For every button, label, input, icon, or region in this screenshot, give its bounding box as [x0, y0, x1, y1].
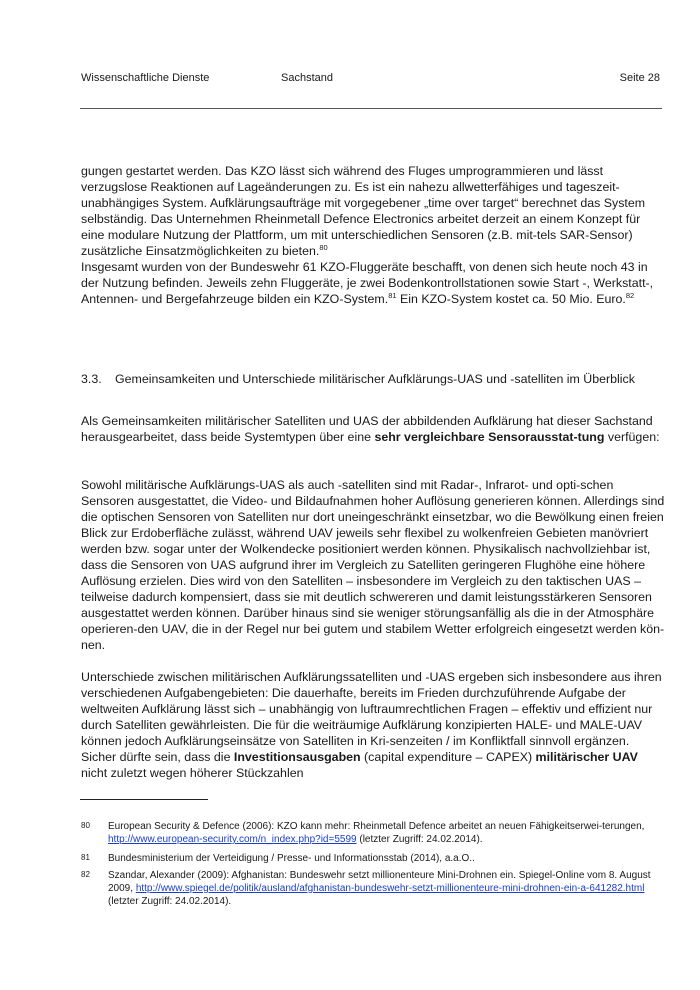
paragraph-kzo-procurement [81, 259, 666, 307]
header-divider [80, 108, 662, 109]
paragraph-text: gungen gestartet werden. Das KZO lässt sich während des Fluges umprogrammieren und lässt verzugslose Reaktionen auf Lageänderungen zu. Es ist ein nahezu allwetterfähiges und tageszeit-unabhängiges System. Aufklärungsaufträge mit vorgegebener „time over target“ berechnet das System selbständig. Das Unternehmen Rheinmetall Defence Electronics arbeitet derzeit an einem Konzept für eine modulare Nutzung der Plattform, um mit unterschiedlichen Sensoren (z.B. mit-tels SAR-Sensor) zusätzliche Einsatzmöglichkeiten zu bieten. [81, 164, 646, 258]
footnote-ref[interactable]: 81 [388, 290, 397, 300]
paragraph-text: Ein KZO-System kostet ca. 50 Mio. Euro. [396, 292, 626, 306]
footnote-number: 80 [81, 821, 90, 830]
footnote-text: Bundesministerium der Verteidigung / Presse- und Informationsstab (2014), a.a.O.. [108, 853, 475, 864]
footnote-81 [81, 852, 666, 865]
paragraph-differences [81, 669, 666, 781]
footnote-82 [81, 869, 666, 908]
footnote-text: (letzter Zugriff: 24.02.2014). [356, 834, 483, 845]
footnote-link[interactable]: http://www.spiegel.de/politik/ausland/afghanistan-bundeswehr-setzt-millionenteure-mini-drohnen-ein-a-641282.html [135, 883, 645, 894]
paragraph-commonalities [81, 413, 666, 445]
section-number: 3.3. [81, 372, 102, 386]
footnote-text: European Security & Defence (2006): KZO kann mehr: Rheinmetall Defence arbeitet an neuen Fähigkeitserwei-terungen, [108, 821, 645, 832]
paragraph-text: Insgesamt wurden von der Bundeswehr 61 KZO-Fluggeräte beschafft, von denen sich heute noch 43 in der Nutzung befinden. Jeweils zehn Fluggeräte, je zwei Bodenkontrollstationen sowie Start -, Werkstatt-, Antennen- und Bergefahrzeuge bilden ein KZO-System. [81, 260, 654, 306]
paragraph-text: Unterschiede zwischen militärischen Aufklärungssatelliten und -UAS ergeben sich insbesondere aus ihren verschiedenen Aufgabengebieten: Die dauerhafte, bereits im Frieden durchzuführende Aufgabe der weltweiten Aufklärung lässt sich – unabhängig von luftraumrechtlichen Fragen – effektiv und effizient nur durch Satelliten gewährleisten. Die für die weiträumige Aufklärung konzipierten HALE- und MALE-UAV können jedoch Aufklärungseinsätze von Satelliten in Kri-senzeiten / im Konfliktfall sinnvoll ergänzen. Sicher dürfte sein, dass die [81, 670, 662, 764]
footnote-80 [81, 820, 666, 846]
paragraph-kzo-features [81, 163, 666, 259]
footnote-text: Szandar, Alexander (2009): Afghanistan: Bundeswehr setzt millionenteure Mini-Drohnen ein. Spiegel-Online vom 8. August 2009, [108, 870, 651, 894]
header-institution: Wissenschaftliche Dienste [81, 72, 210, 84]
footnote-number: 81 [81, 853, 90, 862]
header-doc-type: Sachstand [281, 72, 333, 84]
paragraph-text: Sowohl militärische Aufklärungs-UAS als auch -satelliten sind mit Radar-, Infrarot- und opti-schen Sensoren ausgestattet, die Video- und Bildaufnahmen hoher Auflösung generieren können. Allerdings sind die optischen Sensoren von Satelliten nur dort uneingeschränkt einsetzbar, wo die Bewölkung einen freien Blick zur Erdoberfläche zulässt, während UAV jeweils sehr flexibel zu wolkenfreien Gebieten manövriert werden bzw. sogar unter der Wolkendecke positioniert werden können. Physikalisch nachvollziehbar ist, dass die Sensoren von UAS aufgrund ihrer im Vergleich zu Satelliten geringeren Flughöhe eine höhere Auflösung erzielen. Dies wird von den Satelliten – insbesondere im Vergleich zu den taktischen UAS – teilweise dadurch kompensiert, dass sie mit deutlich schwereren und damit leistungsstärkeren Sensoren ausgestattet werden können. Darüber hinaus sind sie weniger störungsanfällig als die in der Atmosphäre operieren-den UAV, die in der Regel nur bei gutem und stabilem Wetter erfolgreich eingesetzt werden kön-nen. [81, 478, 665, 652]
header-page-number: Seite 28 [619, 72, 660, 84]
footnote-ref[interactable]: 80 [319, 242, 328, 252]
paragraph-text: nicht zuletzt wegen höherer Stückzahlen [81, 766, 304, 780]
footnote-text: (letzter Zugriff: 24.02.2014). [108, 896, 232, 907]
footnote-number: 82 [81, 870, 90, 879]
emphasis-text: militärischer UAV [535, 750, 638, 764]
section-title: Gemeinsamkeiten und Unterschiede militärischer Aufklärungs-UAS und -satelliten im Überblick [115, 372, 635, 386]
footnote-divider [80, 799, 208, 800]
paragraph-text: Als Gemeinsamkeiten militärischer Satelliten und UAS der abbildenden Aufklärung hat dieser Sachstand herausgearbeitet, dass beide Systemtypen über eine [81, 414, 653, 444]
paragraph-text: (capital expenditure – CAPEX) [360, 750, 536, 764]
paragraph-text: verfügen: [604, 430, 660, 444]
emphasis-text: Investitionsausgaben [233, 750, 361, 764]
paragraph-sensors [81, 477, 666, 653]
footnote-link[interactable]: http://www.european-security.com/n_index.php?id=5599 [108, 834, 357, 845]
section-heading [81, 371, 666, 387]
footnote-ref[interactable]: 82 [625, 290, 635, 300]
emphasis-text: sehr vergleichbare Sensorausstat-tung [374, 430, 605, 444]
